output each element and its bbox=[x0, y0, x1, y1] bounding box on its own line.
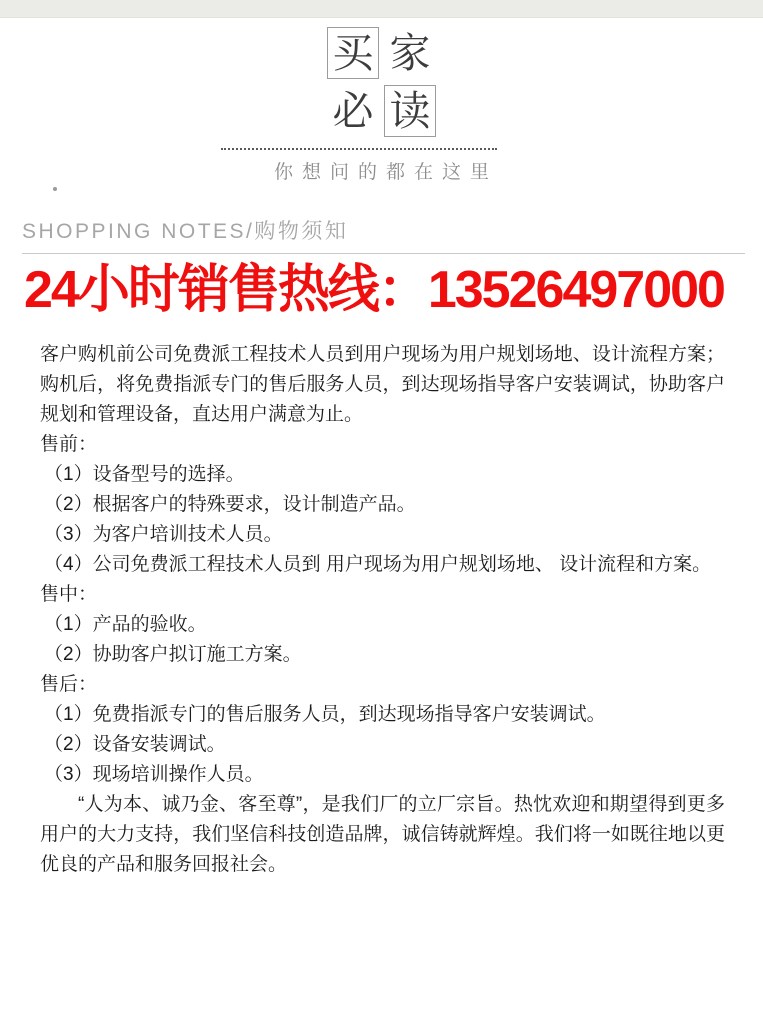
list-item-number: （2） bbox=[44, 734, 93, 755]
list-item-text: 现场培训操作人员。 bbox=[92, 764, 264, 785]
list-item bbox=[40, 520, 725, 550]
list-item bbox=[40, 730, 725, 760]
logo-row-1 bbox=[325, 27, 439, 79]
list-item-number: （3） bbox=[44, 764, 93, 785]
list-item-text: 为客户培训技术人员。 bbox=[92, 524, 283, 545]
list-item-text: 产品的验收。 bbox=[92, 614, 207, 635]
header-divider-line bbox=[22, 253, 745, 254]
section-label: 售后： bbox=[40, 674, 98, 695]
list-item-text: 公司免费派工程技术人员到 用户现场为用户规划场地、 设计流程和方案。 bbox=[92, 554, 712, 575]
list-item-text: 设备安装调试。 bbox=[92, 734, 226, 755]
dotted-divider bbox=[221, 148, 497, 150]
list-item-text: 根据客户的特殊要求，设计制造产品。 bbox=[92, 494, 416, 515]
logo-char-mai: 买 bbox=[327, 27, 379, 79]
list-item-number: （4） bbox=[44, 554, 93, 575]
list-item bbox=[40, 700, 725, 730]
logo-char-du: 读 bbox=[384, 85, 436, 137]
list-item-text: 免费指派专门的售后服务人员，到达现场指导客户安装调试。 bbox=[92, 704, 606, 725]
list-item bbox=[40, 550, 725, 580]
list-item-number: （1） bbox=[44, 704, 93, 725]
list-item bbox=[40, 490, 725, 520]
list-item bbox=[40, 760, 725, 790]
list-item bbox=[40, 640, 725, 670]
buyer-guide-logo bbox=[325, 27, 439, 137]
list-item-text: 设备型号的选择。 bbox=[92, 464, 245, 485]
list-item bbox=[40, 610, 725, 640]
list-item-number: （2） bbox=[44, 494, 93, 515]
bullet-dot bbox=[53, 187, 57, 191]
list-item-text: 协助客户拟订施工方案。 bbox=[92, 644, 302, 665]
list-item-number: （1） bbox=[44, 464, 93, 485]
list-item-number: （2） bbox=[44, 644, 93, 665]
section-label: 售中： bbox=[40, 584, 98, 605]
sales-hotline-number: 24小时销售热线：13526497000 bbox=[24, 261, 724, 319]
list-item-number: （3） bbox=[44, 524, 93, 545]
logo-tagline: 你想问的都在这里 bbox=[273, 162, 498, 183]
body-text bbox=[40, 340, 725, 880]
top-strip bbox=[0, 0, 763, 18]
list-item bbox=[40, 460, 725, 490]
section-label: 售前： bbox=[40, 434, 98, 455]
section-header: SHOPPING NOTES/购物须知 bbox=[22, 220, 349, 243]
paragraph: 客户购机前公司免费派工程技术人员到用户现场为用户规划场地、设计流程方案；购机后，将免费指派专门的售后服务人员，到达现场指导客户安装调试，协助客户规划和管理设备，直达用户满意为止。 bbox=[40, 344, 725, 425]
logo-char-bi: 必 bbox=[332, 87, 374, 134]
logo-char-jia: 家 bbox=[389, 29, 431, 76]
logo-row-2 bbox=[325, 85, 439, 137]
list-item-number: （1） bbox=[44, 614, 93, 635]
paragraph: “人为本、诚乃金、客至尊”，是我们厂的立厂宗旨。热忱欢迎和期望得到更多用户的大力支持，我们坚信科技创造品牌，诚信铸就辉煌。我们将一如既往地以更优良的产品和服务回报社会。 bbox=[40, 794, 725, 875]
